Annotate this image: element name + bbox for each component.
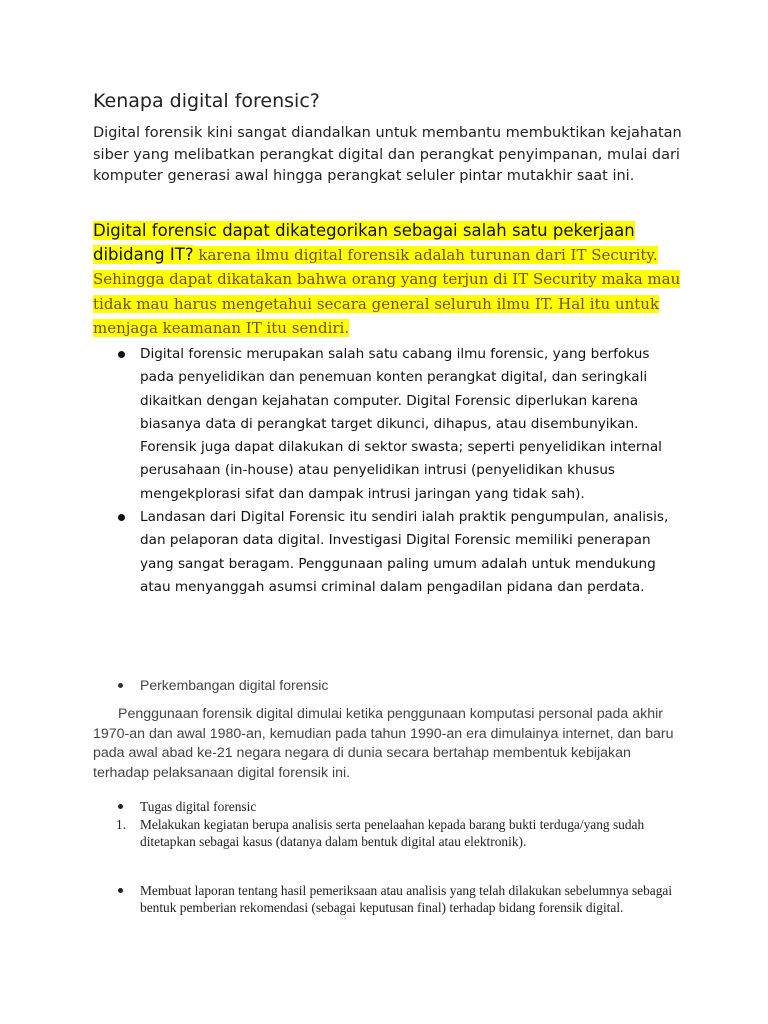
highlight-question: Digital forensic dapat dikategorikan sebagai salah satu pekerjaan dibidang IT? [93, 221, 635, 264]
tugas-title: Tugas digital forensic [140, 799, 257, 814]
membuat-text: Membuat laporan tentang hasil pemeriksaan atau analisis yang telah dilakukan sebelumnya sebagai bentuk pemberian rekomendasi (sebagai keputusan final) terhadap bidang forensik digital. [140, 883, 673, 915]
numbered-item-text: Melakukan kegiatan berupa analisis serta penelaahan kepada barang bukti terduga/yang sudah ditetapkan sebagai kasus (datanya dalam bentuk digital atau elektronik). [140, 817, 645, 849]
perkembangan-title: Perkembangan digital forensic [140, 677, 329, 693]
numbered-list-item [94, 816, 678, 850]
bullet-dot-icon [118, 888, 123, 893]
highlight-answer: karena ilmu digital forensik adalah turunan dari IT Security. Sehingga dapat dikatakan bahwa orang yang terjun di IT Security maka mau tidak mau harus mengetahui secara general seluruh ilmu IT. Hal itu untuk menjaga keamanan IT itu sendiri. [93, 245, 681, 337]
list-item-text: Landasan dari Digital Forensic itu sendiri ialah praktik pengumpulan, analisis, dan pelaporan data digital. Investigasi Digital Forensic memiliki penerapan yang sangat beragam. Penggunaan paling umum adalah untuk mendukung atau menyanggah asumsi criminal dalam pengadilan pidana dan perdata. [140, 509, 669, 595]
perkembangan-paragraph: Penggunaan forensik digital dimulai ketika penggunaan komputasi personal pada akhir 1970-an dan awal 1980-an, kemudian pada tahun 1990-an era dimulainya internet, dan baru pada awal abad ke-21 negara negara di dunia secara bertahap membentuk kebijakan terhadap pelaksanaan digital forensik ini. [93, 706, 674, 781]
bullet-dot-icon [118, 804, 123, 809]
bullet-dot-icon [118, 683, 123, 688]
membuat-section [118, 882, 678, 916]
list-item [118, 882, 678, 916]
list-item [118, 506, 678, 599]
tugas-heading [118, 798, 678, 815]
page-heading: Kenapa digital forensic? [93, 90, 320, 112]
list-number: 1. [116, 817, 127, 832]
list-item [118, 343, 678, 506]
tugas-section [118, 798, 678, 850]
bullet-list [118, 343, 678, 599]
list-item-text: Digital forensic merupakan salah satu cabang ilmu forensic, yang berfokus pada penyelidikan dan penemuan konten perangkat digital, dan seringkali dikaitkan dengan kejahatan computer. Digital Forensic diperlukan karena biasanya data di perangkat target dikunci, dihapus, atau disembunyikan. Forensik juga dapat dilakukan di sektor swasta; seperti penyelidikan internal perusahaan (in-house) atau penyelidikan intrusi (penyelidikan khusus mengekplorasi sifat dan dampak intrusi jaringan yang tidak sah). [140, 346, 662, 502]
highlighted-paragraph [93, 219, 693, 341]
perkembangan-heading [118, 677, 328, 693]
bullet-dot-icon [118, 514, 125, 521]
intro-paragraph: Digital forensik kini sangat diandalkan untuk membantu membuktikan kejahatan siber yang melibatkan perangkat digital dan perangkat penyimpanan, mulai dari komputer generasi awal hingga perangkat seluler pintar mutakhir saat ini. [93, 125, 682, 184]
bullet-dot-icon [118, 351, 125, 358]
